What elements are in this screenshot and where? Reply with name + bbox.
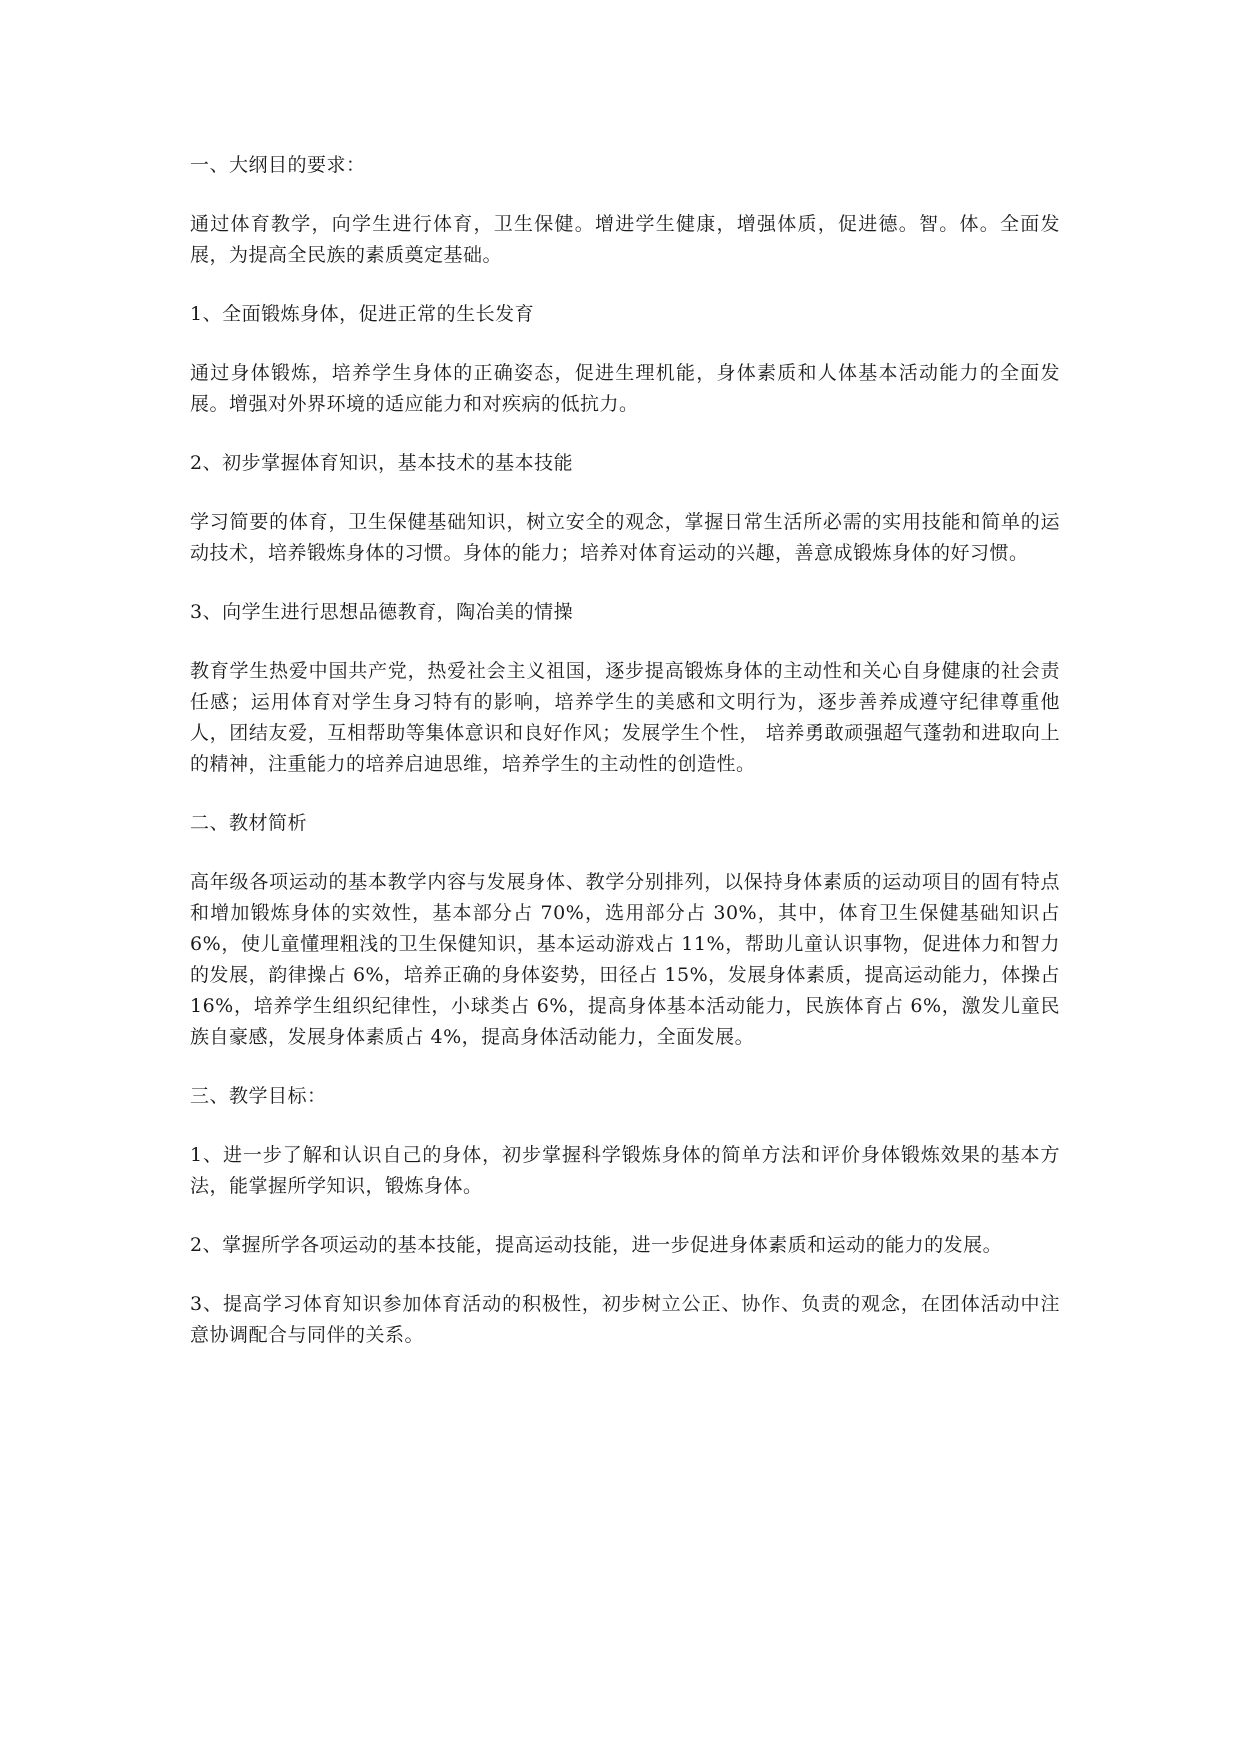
section-heading-goals: 三、教学目标： bbox=[190, 1085, 327, 1107]
goal-item-2: 2、掌握所学各项运动的基本技能，提高运动技能，进一步促进身体素质和运动的能力的发展。 bbox=[190, 1234, 1003, 1256]
subheading-3: 3、向学生进行思想品德教育，陶冶美的情操 bbox=[190, 601, 574, 623]
paragraph-3: 教育学生热爱中国共产党，热爱社会主义祖国，逐步提高锻炼身体的主动性和关心自身健康的社会责任感；运用体育对学生身习特有的影响，培养学生的美感和文明行为，逐步善养成遵守纪律尊重他人，团结友爱，互相帮助等集体意识和良好作风；发展学生个性， 培养勇敢顽强超气蓬勃和进取向上的精神，注重能力的培养启迪思维，培养学生的主动性的创造性。 bbox=[190, 660, 1060, 775]
paragraph-intro: 通过体育教学，向学生进行体育，卫生保健。增进学生健康，增强体质，促进德。智。体。全面发展，为提高全民族的素质奠定基础。 bbox=[190, 213, 1060, 266]
subheading-1: 1、全面锻炼身体，促进正常的生长发育 bbox=[190, 303, 535, 325]
goal-item-1: 1、进一步了解和认识自己的身体，初步掌握科学锻炼身体的简单方法和评价身体锻炼效果的基本方法，能掌握所学知识，锻炼身体。 bbox=[190, 1144, 1060, 1197]
paragraph-1: 通过身体锻炼，培养学生身体的正确姿态，促进生理机能，身体素质和人体基本活动能力的全面发展。增强对外界环境的适应能力和对疾病的低抗力。 bbox=[190, 362, 1060, 415]
paragraph-materials: 高年级各项运动的基本教学内容与发展身体、教学分别排列，以保持身体素质的运动项目的固有特点和增加锻炼身体的实效性，基本部分占 70%，选用部分占 30%，其中，体育卫生保健基础知识占 6%，使儿童懂理粗浅的卫生保健知识，基本运动游戏占 11%，帮助儿童认识事物，促进体力和智力的发展，韵律操占 6%，培养正确的身体姿势，田径占 15%，发展身体素质，提高运动能力，体操占 16%，培养学生组织纪律性，小球类占 6%，提高身体基本活动能力，民族体育占 6%，激发儿童民族自豪感，发展身体素质占 4%，提高身体活动能力，全面发展。 bbox=[190, 871, 1060, 1048]
paragraph-2: 学习简要的体育，卫生保健基础知识，树立安全的观念，掌握日常生活所必需的实用技能和简单的运动技术，培养锻炼身体的习惯。身体的能力；培养对体育运动的兴趣，善意成锻炼身体的好习惯。 bbox=[190, 511, 1060, 564]
document-page bbox=[190, 150, 1060, 1379]
section-heading-outline-requirements: 一、大纲目的要求： bbox=[190, 154, 366, 176]
subheading-2: 2、初步掌握体育知识，基本技术的基本技能 bbox=[190, 452, 574, 474]
section-heading-materials: 二、教材简析 bbox=[190, 812, 308, 834]
goal-item-3: 3、提高学习体育知识参加体育活动的积极性，初步树立公正、协作、负责的观念，在团体活动中注意协调配合与同伴的关系。 bbox=[190, 1293, 1060, 1346]
